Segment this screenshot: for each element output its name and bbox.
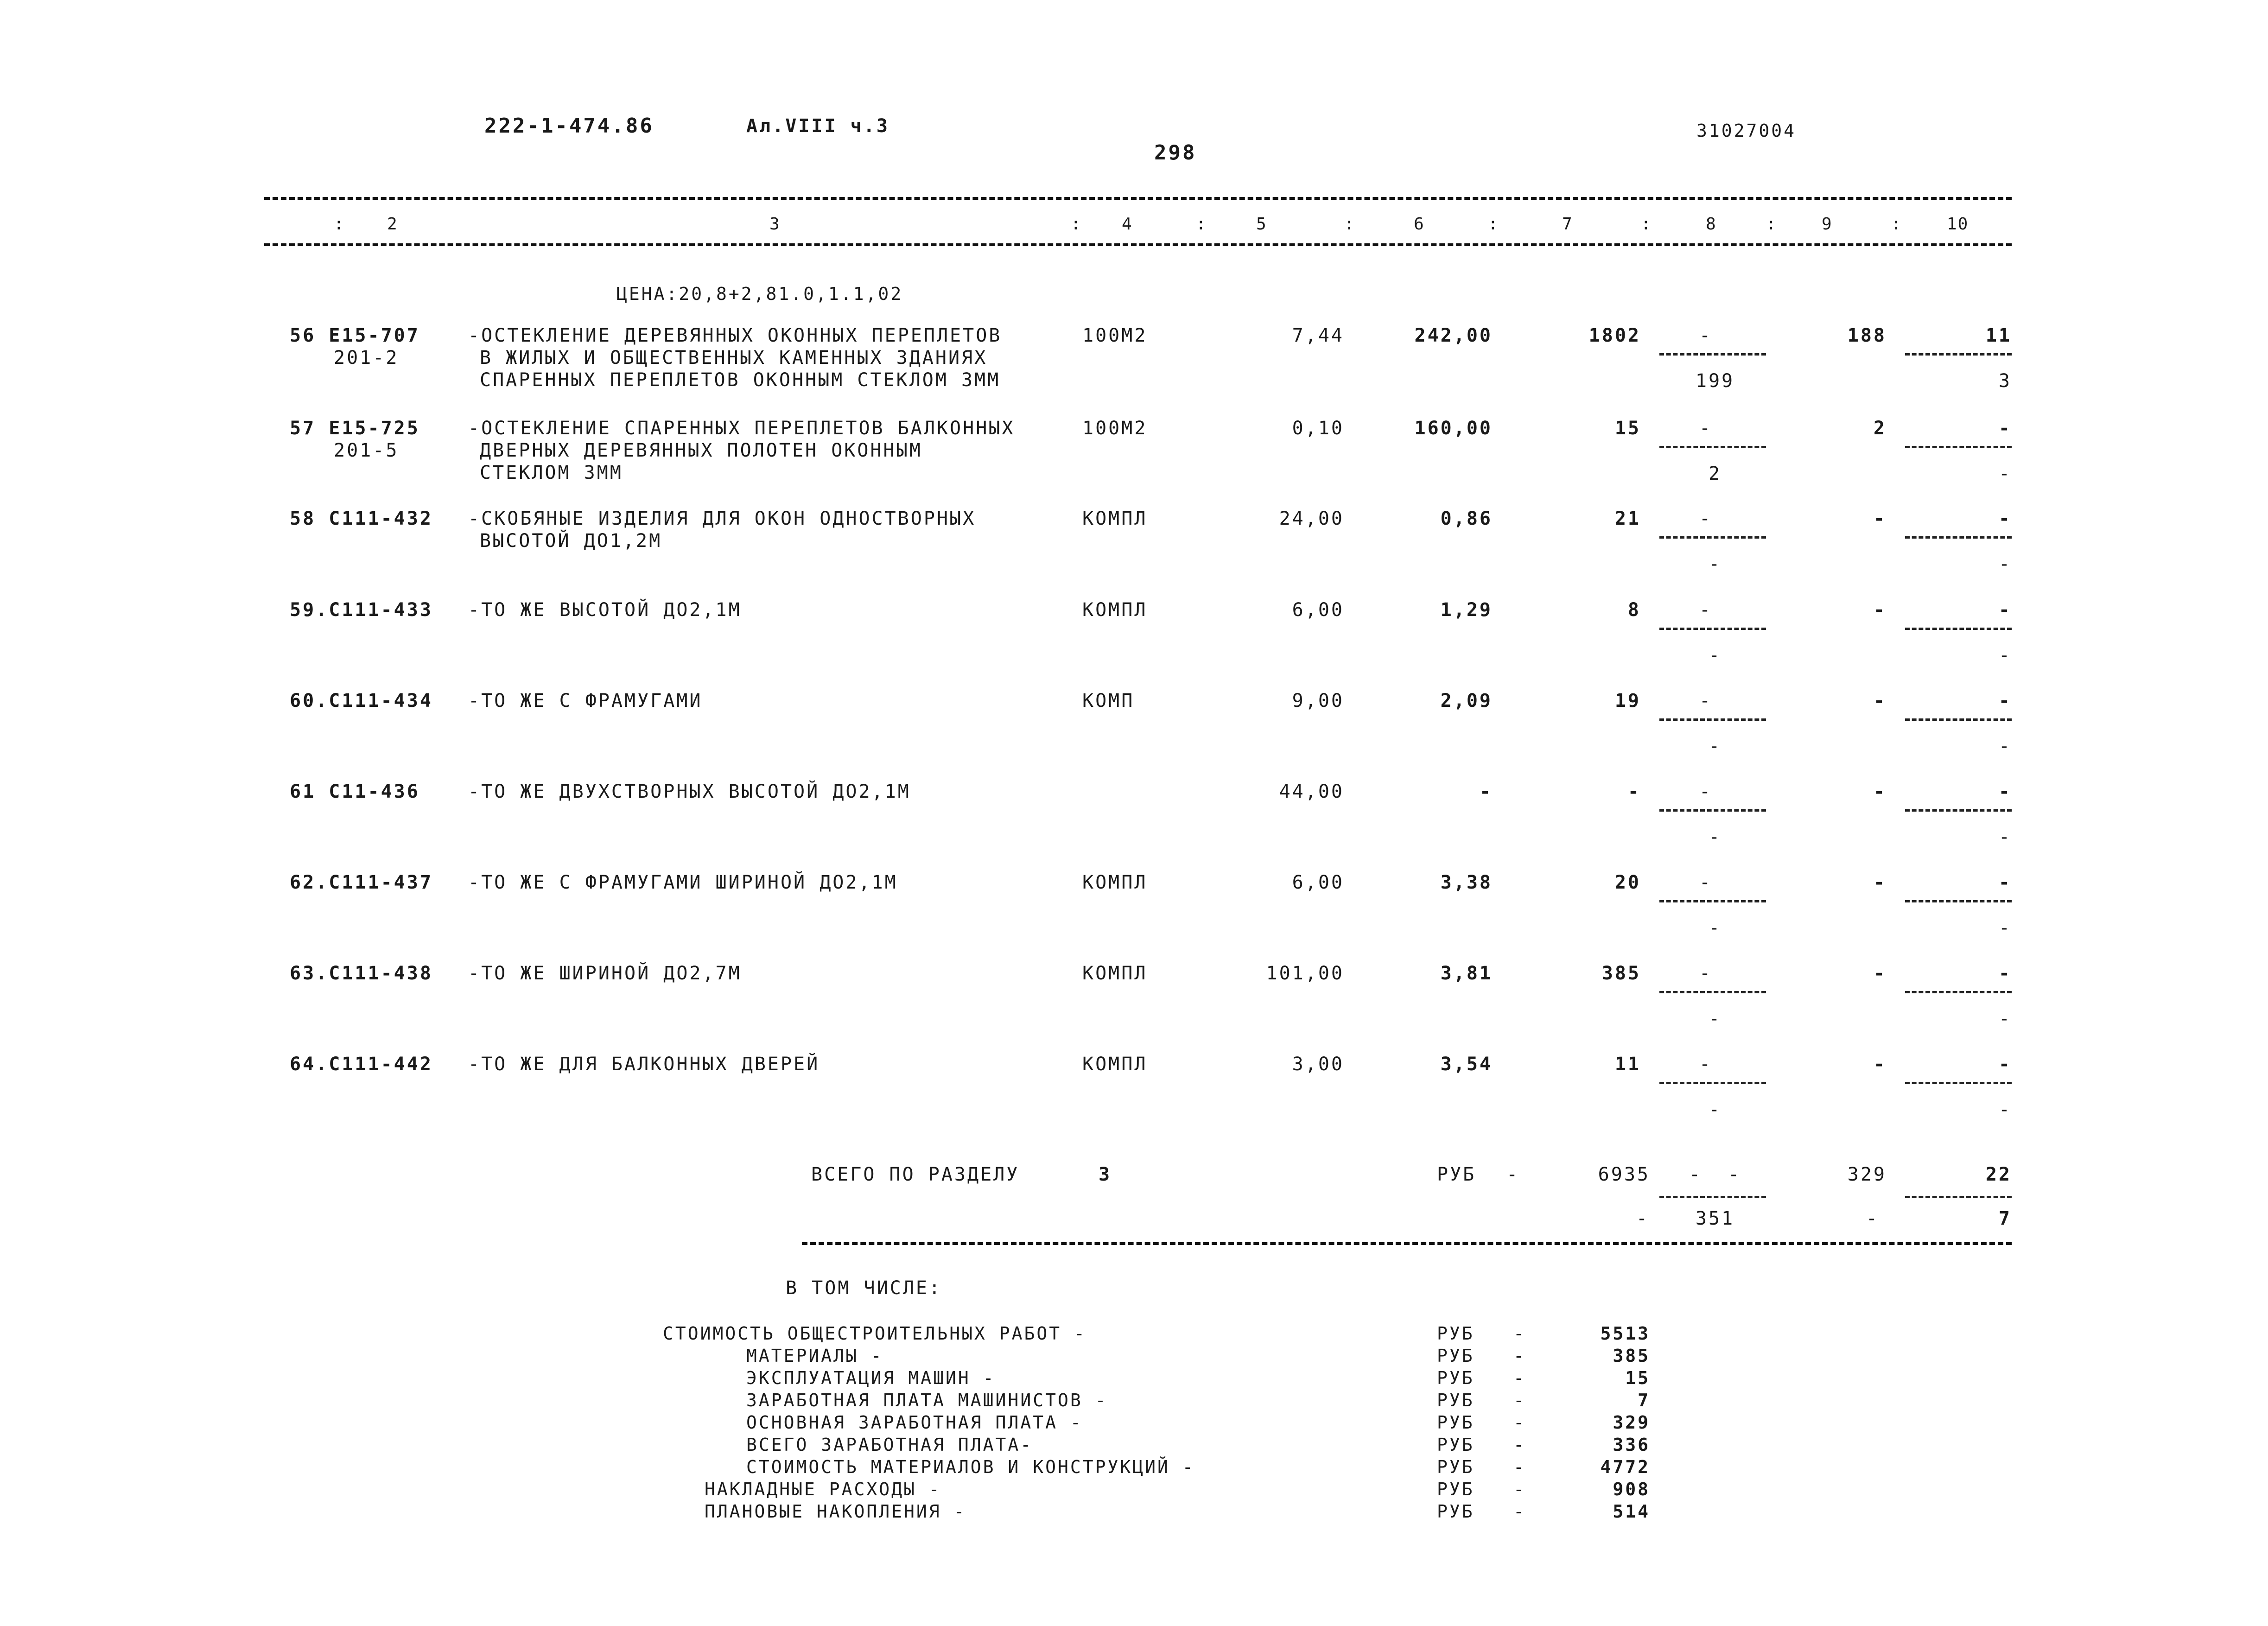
row-col10-divider <box>1905 900 2012 902</box>
row-col10-divider <box>1905 718 2012 721</box>
column-number: 7 <box>1562 215 1573 234</box>
column-number: 10 <box>1947 215 1969 234</box>
row-description-line: СТЕКЛОМ 3ММ <box>480 462 623 483</box>
row-col8-bottom: - <box>1708 736 1722 757</box>
column-separator: : <box>334 215 345 234</box>
row-col10-bottom: 3 <box>1998 370 2012 392</box>
section-total-number: 3 <box>1099 1164 1112 1185</box>
row-col10-bottom: - <box>1998 645 2012 666</box>
breakdown-label: ВСЕГО ЗАРАБОТНАЯ ПЛАТА- <box>746 1435 1033 1455</box>
row-description-line: В ЖИЛЫХ И ОБЩЕСТВЕННЫХ КАМЕННЫХ ЗДАНИЯХ <box>480 347 988 368</box>
breakdown-currency: РУБ <box>1437 1501 1474 1522</box>
row-unit-price: - <box>1479 781 1493 802</box>
breakdown-value: 329 <box>1613 1412 1650 1433</box>
row-col8-top: - <box>1699 418 1713 439</box>
document-id: 31027004 <box>1696 121 1797 141</box>
row-number-code: 57 Е15-725 <box>290 418 420 439</box>
row-code-secondary: 201-2 <box>334 347 399 368</box>
row-quantity: 0,10 <box>1292 418 1344 439</box>
row-description-line: -ТО ЖЕ ВЫСОТОЙ ДО2,1М <box>468 599 742 621</box>
row-unit-price: 160,00 <box>1414 418 1493 439</box>
row-number-code: 63.С111-438 <box>290 963 433 984</box>
row-unit-price: 0,86 <box>1440 508 1493 529</box>
breakdown-value: 385 <box>1613 1346 1650 1366</box>
breakdown-dash: - <box>1513 1435 1526 1455</box>
row-unit: КОМПЛ <box>1082 599 1148 621</box>
document-code: 222-1-474.86 <box>484 114 654 138</box>
row-description-line: ВЫСОТОЙ ДО1,2М <box>480 530 662 552</box>
section-total-col8-top: - - <box>1689 1164 1741 1185</box>
row-col8-divider <box>1659 1082 1766 1084</box>
row-col10-divider <box>1905 536 2012 539</box>
row-unit-price: 3,38 <box>1440 872 1493 893</box>
column-separator: : <box>1641 215 1652 234</box>
row-unit-price: 2,09 <box>1440 690 1493 711</box>
row-col9: - <box>1873 690 1887 711</box>
row-col10-divider <box>1905 446 2012 448</box>
row-number-code: 60.С111-434 <box>290 690 433 711</box>
row-description-line: -ТО ЖЕ ШИРИНОЙ ДО2,7М <box>468 963 742 984</box>
row-col8-divider <box>1659 809 1766 812</box>
row-col8-bottom: - <box>1708 553 1722 575</box>
section-total-label: ВСЕГО ПО РАЗДЕЛУ <box>811 1164 1020 1185</box>
breakdown-currency: РУБ <box>1437 1435 1474 1455</box>
row-col10-divider <box>1905 809 2012 812</box>
row-col10-top: - <box>1998 1054 2012 1075</box>
row-unit: КОМП <box>1082 690 1135 711</box>
breakdown-value: 514 <box>1613 1501 1650 1522</box>
row-quantity: 101,00 <box>1266 963 1344 984</box>
row-unit-price: 1,29 <box>1440 599 1493 621</box>
breakdown-dash: - <box>1513 1390 1526 1410</box>
row-col9: - <box>1873 599 1887 621</box>
row-col10-bottom: - <box>1998 1008 2012 1029</box>
row-col10-top: - <box>1998 781 2012 802</box>
row-total: 15 <box>1614 418 1641 439</box>
row-col10-top: 11 <box>1985 325 2012 346</box>
row-col10-bottom: - <box>1998 826 2012 848</box>
breakdown-dash: - <box>1513 1479 1526 1499</box>
row-col9: - <box>1873 781 1887 802</box>
row-quantity: 44,00 <box>1279 781 1344 802</box>
column-separator: : <box>1891 215 1902 234</box>
row-col10-top: - <box>1998 690 2012 711</box>
row-col8-bottom: - <box>1708 826 1722 848</box>
row-unit-price: 242,00 <box>1414 325 1493 346</box>
row-code-secondary: 201-5 <box>334 440 399 461</box>
row-col10-bottom: - <box>1998 463 2012 484</box>
breakdown-value: 4772 <box>1600 1457 1650 1477</box>
column-number: 8 <box>1706 215 1717 234</box>
row-description-line: СПАРЕННЫХ ПЕРЕПЛЕТОВ ОКОННЫМ СТЕКЛОМ 3ММ <box>480 369 1001 391</box>
row-total: 8 <box>1627 599 1641 621</box>
breakdown-currency: РУБ <box>1437 1323 1474 1344</box>
section-total-col8-bottom: 351 <box>1695 1208 1735 1229</box>
section-total-currency: РУБ <box>1437 1164 1476 1185</box>
breakdown-dash: - <box>1513 1346 1526 1366</box>
page-number: 298 <box>1154 141 1197 165</box>
row-number-code: 64.С111-442 <box>290 1054 433 1075</box>
row-col10-top: - <box>1998 872 2012 893</box>
section-total-col10-top: 22 <box>1985 1164 2012 1185</box>
breakdown-dash: - <box>1513 1323 1526 1344</box>
row-unit: 100М2 <box>1082 418 1148 439</box>
row-unit: 100М2 <box>1082 325 1148 346</box>
row-col8-divider <box>1659 353 1766 356</box>
row-unit: КОМПЛ <box>1082 508 1148 529</box>
row-col8-top: - <box>1699 1054 1713 1075</box>
including-label: В ТОМ ЧИСЛЕ: <box>786 1277 942 1299</box>
section-total-value: 6935 <box>1598 1164 1650 1185</box>
row-col9: - <box>1873 508 1887 529</box>
row-description-line: -ТО ЖЕ ДЛЯ БАЛКОННЫХ ДВЕРЕЙ <box>468 1054 820 1075</box>
row-description-line: -СКОБЯНЫЕ ИЗДЕЛИЯ ДЛЯ ОКОН ОДНОСТВОРНЫХ <box>468 508 976 529</box>
row-col10-bottom: - <box>1998 553 2012 575</box>
row-col8-divider <box>1659 991 1766 993</box>
column-number: 4 <box>1122 215 1133 234</box>
row-col10-divider <box>1905 991 2012 993</box>
row-col8-top: - <box>1699 781 1713 802</box>
row-quantity: 9,00 <box>1292 690 1344 711</box>
row-description-line: ДВЕРНЫХ ДЕРЕВЯННЫХ ПОЛОТЕН ОКОННЫМ <box>480 440 922 461</box>
breakdown-currency: РУБ <box>1437 1479 1474 1499</box>
row-col8-bottom: - <box>1708 917 1722 939</box>
row-col10-bottom: - <box>1998 917 2012 939</box>
row-total: 20 <box>1614 872 1641 893</box>
row-col8-top: - <box>1699 325 1713 346</box>
row-number-code: 62.С111-437 <box>290 872 433 893</box>
row-unit-price: 3,54 <box>1440 1054 1493 1075</box>
column-separator: : <box>1071 215 1082 234</box>
row-number-code: 58 С111-432 <box>290 508 433 529</box>
row-col8-divider <box>1659 628 1766 630</box>
row-description-line: -ТО ЖЕ С ФРАМУГАМИ <box>468 690 703 711</box>
price-line: ЦЕНА:20,8+2,81.0,1.1,02 <box>616 284 903 304</box>
row-col9: 2 <box>1873 418 1887 439</box>
row-col10-divider <box>1905 628 2012 630</box>
row-col10-divider <box>1905 1082 2012 1084</box>
breakdown-dash: - <box>1513 1368 1526 1388</box>
row-total: 385 <box>1601 963 1641 984</box>
breakdown-label: НАКЛАДНЫЕ РАСХОДЫ - <box>705 1479 941 1499</box>
breakdown-currency: РУБ <box>1437 1368 1474 1388</box>
row-quantity: 3,00 <box>1292 1054 1344 1075</box>
row-description-line: -ТО ЖЕ С ФРАМУГАМИ ШИРИНОЙ ДО2,1М <box>468 872 898 893</box>
row-unit: КОМПЛ <box>1082 963 1148 984</box>
row-total: 21 <box>1614 508 1641 529</box>
row-col8-divider <box>1659 446 1766 448</box>
section-total-bottom-dash: - <box>1636 1208 1650 1229</box>
album-reference: Ал.VIII ч.3 <box>746 115 889 137</box>
column-separator: : <box>1766 215 1777 234</box>
section-total-dash: - <box>1506 1164 1520 1185</box>
breakdown-currency: РУБ <box>1437 1390 1474 1410</box>
row-col8-bottom: - <box>1708 645 1722 666</box>
breakdown-dash: - <box>1513 1457 1526 1477</box>
header-top-rule <box>264 197 2012 200</box>
row-col10-bottom: - <box>1998 1099 2012 1120</box>
column-separator: : <box>1488 215 1499 234</box>
column-number: 6 <box>1414 215 1425 234</box>
section-total-rule <box>802 1242 2012 1245</box>
breakdown-label: СТОИМОСТЬ МАТЕРИАЛОВ И КОНСТРУКЦИЙ - <box>746 1457 1195 1477</box>
column-number: 3 <box>769 215 781 234</box>
column-separator: : <box>1344 215 1355 234</box>
row-col8-bottom: 2 <box>1708 463 1722 484</box>
breakdown-currency: РУБ <box>1437 1457 1474 1477</box>
row-col9: - <box>1873 872 1887 893</box>
section-total-col8-divider <box>1659 1196 1766 1198</box>
row-quantity: 6,00 <box>1292 599 1344 621</box>
section-total-col9: 329 <box>1847 1164 1887 1185</box>
breakdown-value: 908 <box>1613 1479 1650 1499</box>
row-total: 1802 <box>1588 325 1641 346</box>
breakdown-label: МАТЕРИАЛЫ - <box>746 1346 883 1366</box>
column-number: 9 <box>1822 215 1833 234</box>
row-col8-divider <box>1659 718 1766 721</box>
column-separator: : <box>1196 215 1207 234</box>
row-total: 19 <box>1614 690 1641 711</box>
breakdown-dash: - <box>1513 1501 1526 1522</box>
breakdown-label: СТОИМОСТЬ ОБЩЕСТРОИТЕЛЬНЫХ РАБОТ - <box>663 1323 1086 1344</box>
row-total: 11 <box>1614 1054 1641 1075</box>
breakdown-dash: - <box>1513 1412 1526 1433</box>
row-col9: - <box>1873 1054 1887 1075</box>
breakdown-value: 15 <box>1625 1368 1650 1388</box>
breakdown-currency: РУБ <box>1437 1412 1474 1433</box>
row-col9: 188 <box>1847 325 1887 346</box>
row-col9: - <box>1873 963 1887 984</box>
row-description-line: -ОСТЕКЛЕНИЕ СПАРЕННЫХ ПЕРЕПЛЕТОВ БАЛКОННЫХ <box>468 418 1015 439</box>
row-total: - <box>1627 781 1641 802</box>
section-total-col9-bottom: - <box>1866 1208 1880 1229</box>
section-total-col10-divider <box>1905 1196 2012 1198</box>
row-col8-top: - <box>1699 963 1713 984</box>
row-unit: КОМПЛ <box>1082 872 1148 893</box>
row-unit-price: 3,81 <box>1440 963 1493 984</box>
row-col10-top: - <box>1998 508 2012 529</box>
header-bottom-rule <box>264 243 2012 246</box>
section-total-col10-bottom: 7 <box>1998 1208 2012 1229</box>
row-quantity: 6,00 <box>1292 872 1344 893</box>
row-description-line: -ТО ЖЕ ДВУХСТВОРНЫХ ВЫСОТОЙ ДО2,1М <box>468 781 911 802</box>
row-number-code: 59.С111-433 <box>290 599 433 621</box>
row-col8-top: - <box>1699 599 1713 621</box>
column-number: 2 <box>387 215 398 234</box>
row-col8-bottom: 199 <box>1695 370 1735 392</box>
row-col10-top: - <box>1998 418 2012 439</box>
row-col10-top: - <box>1998 963 2012 984</box>
row-description-line: -ОСТЕКЛЕНИЕ ДЕРЕВЯННЫХ ОКОННЫХ ПЕРЕПЛЕТОВ <box>468 325 1002 346</box>
breakdown-label: ПЛАНОВЫЕ НАКОПЛЕНИЯ - <box>705 1501 966 1522</box>
breakdown-value: 5513 <box>1600 1323 1650 1344</box>
breakdown-value: 7 <box>1638 1390 1650 1410</box>
breakdown-label: ЭКСПЛУАТАЦИЯ МАШИН - <box>746 1368 996 1388</box>
breakdown-value: 336 <box>1613 1435 1650 1455</box>
breakdown-label: ЗАРАБОТНАЯ ПЛАТА МАШИНИСТОВ - <box>746 1390 1108 1410</box>
row-col8-divider <box>1659 900 1766 902</box>
row-quantity: 24,00 <box>1279 508 1344 529</box>
row-col10-divider <box>1905 353 2012 356</box>
row-number-code: 61 С11-436 <box>290 781 420 802</box>
row-col10-top: - <box>1998 599 2012 621</box>
column-number: 5 <box>1256 215 1267 234</box>
row-col8-bottom: - <box>1708 1099 1722 1120</box>
row-col8-bottom: - <box>1708 1008 1722 1029</box>
row-col8-top: - <box>1699 690 1713 711</box>
row-col8-top: - <box>1699 872 1713 893</box>
row-col10-bottom: - <box>1998 736 2012 757</box>
row-quantity: 7,44 <box>1292 325 1344 346</box>
row-number-code: 56 Е15-707 <box>290 325 420 346</box>
row-col8-divider <box>1659 536 1766 539</box>
breakdown-currency: РУБ <box>1437 1346 1474 1366</box>
breakdown-label: ОСНОВНАЯ ЗАРАБОТНАЯ ПЛАТА - <box>746 1412 1083 1433</box>
row-col8-top: - <box>1699 508 1713 529</box>
row-unit: КОМПЛ <box>1082 1054 1148 1075</box>
